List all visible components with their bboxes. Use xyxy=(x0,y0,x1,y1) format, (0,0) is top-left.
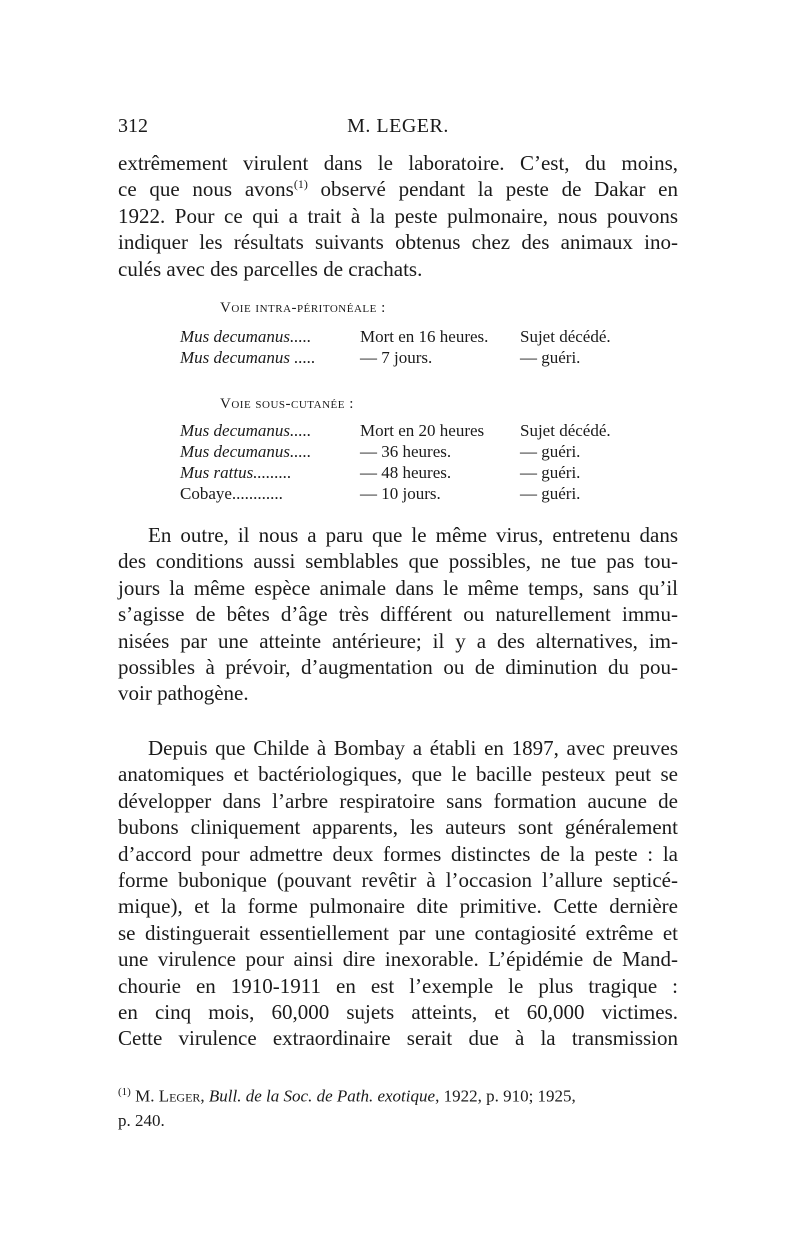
result-cell: Mort en 20 heures xyxy=(360,421,485,440)
text-line: anatomiques et bactériologiques, que le bacille pesteux peut se xyxy=(118,762,678,787)
text-line: 1922. Pour ce qui a trait à la peste pulmonaire, nous pouvons xyxy=(118,203,678,228)
result-cell: — 10 jours. xyxy=(360,484,441,503)
footnote-journal: Bull. de la Soc. de Path. exotique xyxy=(208,1086,436,1106)
result-cell: — 36 heures. xyxy=(360,442,452,461)
footnote xyxy=(118,1080,678,1133)
section-heading-subcutaneous: Voie sous-cutanée : xyxy=(220,396,354,412)
table-row xyxy=(180,484,630,505)
footnote-line: $^{(1)}$ M. Leger, Bull. de la Soc. de Path. exotique, 1922, p. 910; 1925, xyxy=(118,1086,576,1106)
outcome-cell: — guéri. xyxy=(520,442,581,461)
animal-cell: Mus decumanus..... xyxy=(180,421,312,440)
text-line: culés avec des parcelles de crachats. xyxy=(118,256,423,281)
table-row xyxy=(180,442,630,463)
text-line: indiquer les résultats suivants obtenus chez des animaux ino- xyxy=(118,230,678,255)
section-heading-intraperitoneal: Voie intra-péritonéale : xyxy=(220,300,386,316)
text-line: jours la même espèce animale dans le même temps, sans qu’il xyxy=(118,575,678,600)
text-line: nisées par une atteinte antérieure; il y a des alternatives, im- xyxy=(118,628,678,653)
result-cell: Mort en 16 heures. xyxy=(360,327,489,346)
text-line: bubons cliniquement apparents, les auteurs sont généralement xyxy=(118,815,678,840)
paragraph-pulmonary-plague xyxy=(118,735,678,1052)
animal-cell: Mus decumanus..... xyxy=(180,327,312,346)
table-row xyxy=(180,348,630,369)
text-line: chourie en 1910-1911 en est l’exemple le plus tragique : xyxy=(118,973,678,998)
paragraph-intro xyxy=(118,150,678,282)
text-line: développer dans l’arbre respiratoire sans formation aucune de xyxy=(118,788,678,813)
text-line: extrêmement virulent dans le laboratoire. C’est, du moins, xyxy=(118,151,678,175)
text-line: mique), et la forme pulmonaire dite primitive. Cette dernière xyxy=(118,894,678,919)
outcome-cell: — guéri. xyxy=(520,463,581,482)
results-table-intraperitoneal xyxy=(180,327,630,369)
footnote-details: , 1922, p. 910; 1925, xyxy=(435,1086,576,1106)
page-number: 312 xyxy=(118,115,148,137)
table-row xyxy=(180,463,630,484)
results-table-subcutaneous xyxy=(180,421,630,505)
footnote-line: p. 240. xyxy=(118,1110,165,1130)
animal-cell: Mus decumanus..... xyxy=(180,442,312,461)
text-line: ce que nous avons$^{(1)}$ observé pendant la peste de Dakar en xyxy=(118,177,678,202)
outcome-cell: — guéri. xyxy=(520,348,581,367)
footnote-ref: (1) xyxy=(293,177,308,192)
text-line: Depuis que Childe à Bombay a établi en 1897, avec preuves xyxy=(148,736,678,760)
outcome-cell: Sujet décédé. xyxy=(520,421,611,440)
text-line: se distinguerait essentiellement par une contagiosité extrême et xyxy=(118,920,678,945)
text-line: En outre, il nous a paru que le même virus, entretenu dans xyxy=(148,523,678,547)
table-row xyxy=(180,421,630,442)
text-line: voir pathogène. xyxy=(118,681,249,706)
text-line: s’agisse de bêtes d’âge très différent ou naturellement immu- xyxy=(118,602,678,627)
footnote-author: M. Leger xyxy=(135,1086,201,1106)
footnote-mark: (1) xyxy=(118,1086,131,1098)
text-line: forme bubonique (pouvant revêtir à l’occasion l’allure septicé- xyxy=(118,868,678,893)
outcome-cell: — guéri. xyxy=(520,484,581,503)
text-line: d’accord pour admettre deux formes distinctes de la peste : la xyxy=(118,841,678,866)
result-cell: — 7 jours. xyxy=(360,348,433,367)
page-header xyxy=(118,115,678,143)
text-line: possibles à prévoir, d’augmentation ou de diminution du pou- xyxy=(118,655,678,680)
table-row xyxy=(180,327,630,348)
text-line: Cette virulence extraordinaire serait due à la transmission xyxy=(118,1026,678,1051)
text-line: une virulence pour ainsi dire inexorable. L’épidémie de Mand- xyxy=(118,947,678,972)
outcome-cell: Sujet décédé. xyxy=(520,327,611,346)
paragraph-variability xyxy=(118,522,678,707)
text-line: des conditions aussi semblables que possibles, ne tue pas tou- xyxy=(118,549,678,574)
text-line: en cinq mois, 60,000 sujets atteints, et 60,000 victimes. xyxy=(118,1000,678,1025)
running-title: M. LEGER. xyxy=(347,115,449,137)
animal-cell: Mus decumanus ..... xyxy=(180,348,316,367)
animal-cell: Mus rattus......... xyxy=(180,463,292,482)
result-cell: — 48 heures. xyxy=(360,463,452,482)
animal-cell: Cobaye............ xyxy=(180,484,283,503)
